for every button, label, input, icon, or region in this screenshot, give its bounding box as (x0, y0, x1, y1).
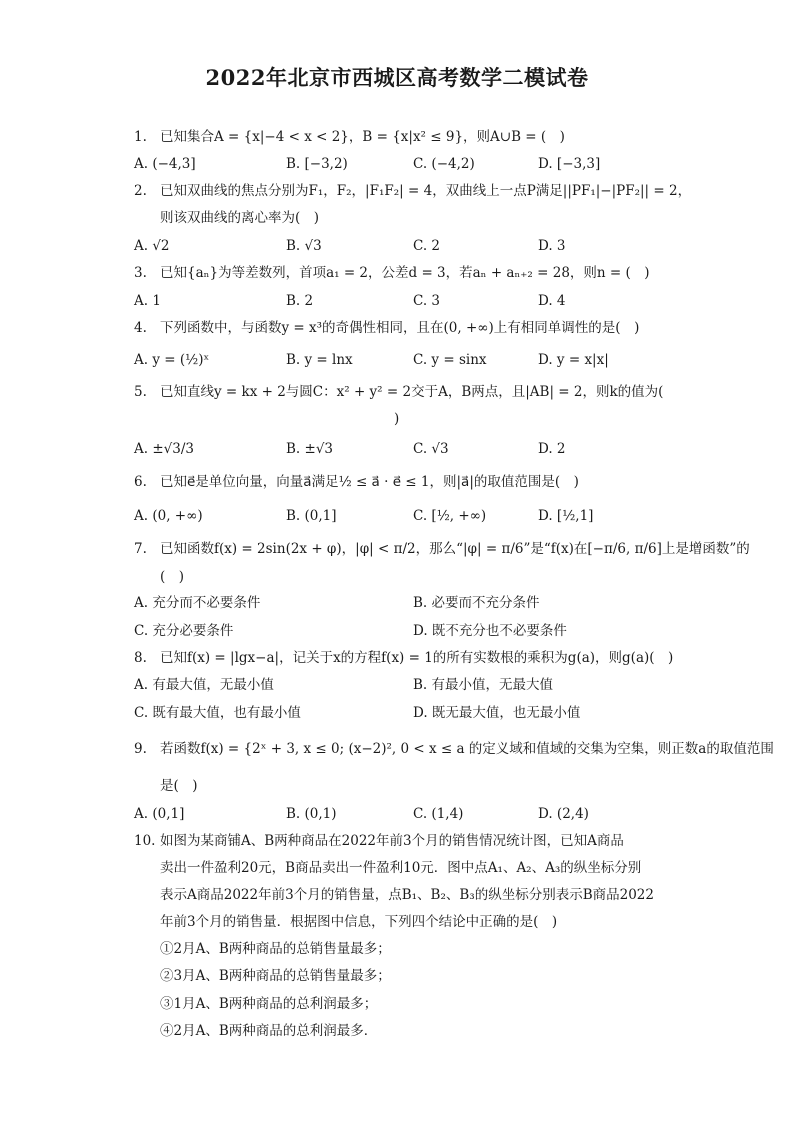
question-text-cont: ) (394, 411, 400, 427)
question-5 (134, 383, 663, 401)
page-title: 2022年北京市西城区高考数学二模试卷 (205, 65, 589, 90)
question-9 (134, 740, 774, 758)
question-text-cont: 卖出一件盈利20元，B商品卖出一件盈利10元．图中点A₁、A₂、A₃的纵坐标分别 (160, 860, 642, 876)
question-number: 7. (134, 541, 147, 557)
statement-2: ②3月A、B两种商品的总销售量最多； (160, 968, 391, 984)
option-a: A. y = (½)ˣ (134, 352, 210, 368)
option-a: A. ±√3/3 (134, 441, 194, 457)
option-a: A. 充分而不必要条件 (134, 595, 261, 611)
option-a: A. (0, +∞) (134, 508, 203, 524)
option-a: A. (−4,3] (134, 156, 196, 172)
question-text-cont: ( ) (160, 569, 185, 585)
question-number: 9. (134, 741, 147, 757)
option-b: B. y = lnx (286, 352, 353, 368)
question-text-cont: 则该双曲线的离心率为( ) (160, 210, 320, 226)
question-text: 已知集合A = {x|−4 < x < 2}，B = {x|x² ≤ 9}，则A∪B = ( ) (160, 129, 565, 145)
option-a: A. 有最大值，无最小值 (134, 677, 274, 693)
option-c: C. 2 (413, 238, 441, 254)
option-a: A. (0,1] (134, 806, 185, 822)
question-text: 若函数f(x) = {2ˣ + 3, x ≤ 0; (x−2)², 0 < x ≤ a 的定义域和值域的交集为空集，则正数a的取值范围 (160, 741, 774, 757)
question-text: 如图为某商铺A、B两种商品在2022年前3个月的销售情况统计图，已知A商品 (160, 833, 624, 849)
option-c: C. [½, +∞) (413, 508, 487, 524)
option-b: B. [−3,2) (286, 156, 348, 172)
question-text-cont: 年前3个月的销售量．根据图中信息，下列四个结论中正确的是( ) (160, 914, 558, 930)
option-d: D. 既无最大值，也无最小值 (413, 705, 581, 721)
question-text-cont: 表示A商品2022年前3个月的销售量，点B₁、B₂、B₃的纵坐标分别表示B商品2022 (160, 887, 654, 903)
option-b: B. √3 (286, 238, 322, 254)
question-text: 下列函数中，与函数y = x³的奇偶性相同，且在(0, +∞)上有相同单调性的是( ) (160, 320, 640, 336)
question-number: 5. (134, 384, 147, 400)
option-c: C. (−4,2) (413, 156, 475, 172)
option-d: D. 既不充分也不必要条件 (413, 623, 567, 639)
option-b: B. 2 (286, 293, 314, 309)
option-a: A. 1 (134, 293, 161, 309)
option-c: C. 既有最大值，也有最小值 (134, 705, 301, 721)
option-d: D. 4 (538, 293, 566, 309)
question-text: 已知直线y = kx + 2与圆C：x² + y² = 2交于A，B两点，且|AB| = 2，则k的值为( (160, 384, 664, 400)
question-1 (134, 128, 565, 146)
question-number: 6. (134, 474, 147, 490)
question-3 (134, 264, 650, 282)
question-number: 10. (134, 833, 156, 849)
question-number: 1. (134, 129, 147, 145)
question-text: 已知{aₙ}为等差数列，首项a₁ = 2，公差d = 3，若aₙ + aₙ₊₂ = 28，则n = ( ) (160, 265, 650, 281)
option-d: D. 2 (538, 441, 566, 457)
statement-4: ④2月A、B两种商品的总利润最多． (160, 1023, 378, 1039)
question-4 (134, 319, 639, 337)
option-c: C. 3 (413, 293, 441, 309)
option-b: B. (0,1) (286, 806, 337, 822)
question-text-cont: 是( ) (160, 778, 198, 794)
option-d: D. (2,4) (538, 806, 589, 822)
option-d: D. [−3,3] (538, 156, 601, 172)
question-text: 已知双曲线的焦点分别为F₁，F₂，|F₁F₂| = 4，双曲线上一点P满足||PF₁|−|PF₂|| = 2， (160, 183, 692, 199)
question-2 (134, 182, 691, 200)
question-text: 已知函数f(x) = 2sin(2x + φ)，|φ| < π/2，那么“|φ| = π/6”是“f(x)在[−π/6, π/6]上是增函数”的 (160, 541, 750, 557)
question-7 (134, 540, 750, 558)
option-c: C. √3 (413, 441, 449, 457)
statement-3: ③1月A、B两种商品的总利润最多； (160, 996, 378, 1012)
option-d: D. [½,1] (538, 508, 594, 524)
option-d: D. 3 (538, 238, 566, 254)
option-b: B. ±√3 (286, 441, 334, 457)
question-text: 已知f(x) = |lgx−a|，记关于x的方程f(x) = 1的所有实数根的乘积为g(a)，则g(a)( ) (160, 650, 674, 666)
option-d: D. y = x|x| (538, 352, 609, 368)
option-c: C. y = sinx (413, 352, 487, 368)
statement-1: ①2月A、B两种商品的总销售量最多； (160, 941, 391, 957)
question-number: 3. (134, 265, 147, 281)
option-c: C. (1,4) (413, 806, 464, 822)
question-6 (134, 473, 579, 491)
option-b: B. (0,1] (286, 508, 337, 524)
question-10 (134, 832, 624, 850)
question-number: 4. (134, 320, 147, 336)
option-b: B. 必要而不充分条件 (413, 595, 540, 611)
question-number: 2. (134, 183, 147, 199)
option-a: A. √2 (134, 238, 170, 254)
question-number: 8. (134, 650, 147, 666)
option-b: B. 有最小值，无最大值 (413, 677, 554, 693)
question-8 (134, 649, 673, 667)
question-text: 已知e⃗是单位向量，向量a⃗满足½ ≤ a⃗ · e⃗ ≤ 1，则|a⃗|的取值范围是( ) (160, 474, 579, 490)
option-c: C. 充分必要条件 (134, 623, 234, 639)
